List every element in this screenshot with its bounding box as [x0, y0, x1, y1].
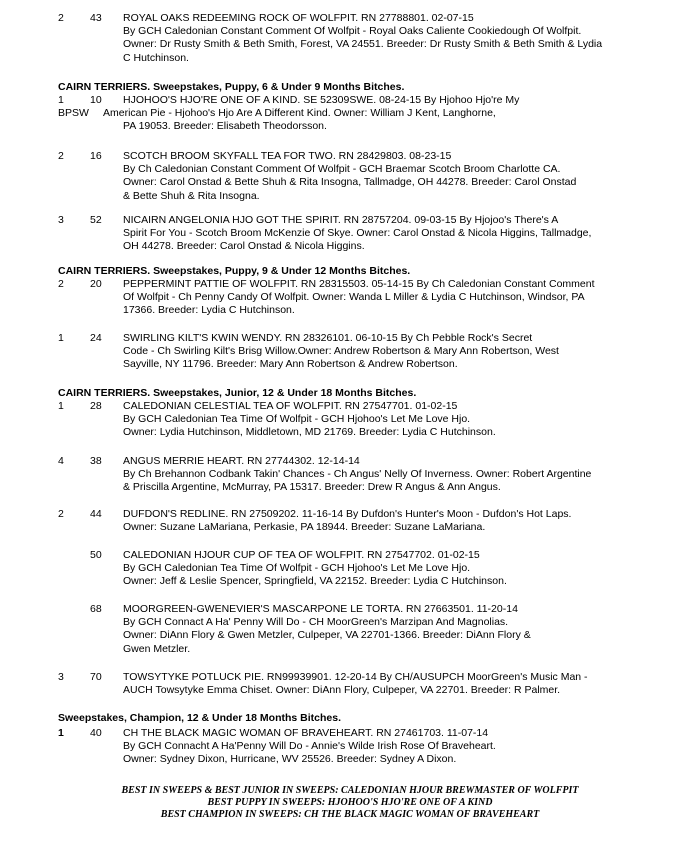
entry-details	[123, 508, 683, 534]
armband-number: 70	[90, 671, 102, 683]
best-puppy-line: BEST PUPPY IN SWEEPS: HJOHOO'S HJO'RE ONE OF A KIND	[207, 797, 493, 808]
placement: 3	[58, 214, 64, 226]
entry-details	[123, 12, 683, 65]
owner-line: & Priscilla Argentine, McMurray, PA 15317. Breeder: Drew R Angus & Ann Angus.	[123, 481, 501, 494]
dog-name-line: ANGUS MERRIE HEART. RN 27744302. 12-14-14	[123, 455, 360, 467]
dog-name-line: HJOHOO'S HJO'RE ONE OF A KIND. SE 52309SWE. 08-24-15 By Hjohoo Hjo're My	[123, 94, 520, 106]
best-champion-line: BEST CHAMPION IN SWEEPS: CH THE BLACK MAGIC WOMAN OF BRAVEHEART	[160, 809, 540, 820]
owner-line: 17366. Breeder: Lydia C Hutchinson.	[123, 304, 295, 317]
armband-number: 50	[90, 549, 102, 561]
pedigree-line: By GCH Caledonian Tea Time Of Wolfpit - GCH Hjohoo's Let Me Love Hjo.	[123, 562, 471, 575]
pedigree-line: By GCH Caledonian Constant Comment Of Wolfpit - Royal Oaks Caliente Cookiedough Of Wolfpit.	[123, 25, 582, 38]
entry-details	[123, 549, 683, 589]
dog-name-line: DUFDON'S REDLINE. RN 27509202. 11-16-14 By Dufdon's Hunter's Moon - Dufdon's Hot Laps.	[123, 508, 572, 520]
pedigree-line: American Pie - Hjohoo's Hjo Are A Different Kind. Owner: William J Kent, Langhorne,	[103, 107, 496, 120]
owner-line: Owner: Suzane LaMariana, Perkasie, PA 18944. Breeder: Suzane LaMariana.	[123, 521, 486, 534]
owner-line: Owner: Sydney Dixon, Hurricane, WV 25526. Breeder: Sydney A Dixon.	[123, 753, 457, 766]
entry-details	[123, 400, 683, 440]
placement: 1	[58, 94, 64, 106]
class-heading: CAIRN TERRIERS. Sweepstakes, Puppy, 9 & Under 12 Months Bitches.	[58, 265, 411, 277]
pedigree-line: By GCH Caledonian Tea Time Of Wolfpit - GCH Hjohoo's Let Me Love Hjo.	[123, 413, 471, 426]
entry-details	[103, 94, 683, 134]
entry-details	[123, 150, 683, 203]
owner-line: Sayville, NY 11796. Breeder: Mary Ann Robertson & Andrew Robertson.	[123, 358, 458, 371]
entry-details	[123, 214, 683, 254]
armband-number: 52	[90, 214, 102, 226]
armband-number: 43	[90, 12, 102, 24]
dog-name-line: TOWSYTYKE POTLUCK PIE. RN99939901. 12-20-14 By CH/AUSUPCH MoorGreen's Music Man -	[123, 671, 588, 683]
entry-details	[123, 671, 683, 697]
armband-number: 10	[90, 94, 102, 106]
pedigree-line: By GCH Connact A Ha' Penny Will Do - CH MoorGreen's Marzipan And Magnolias.	[123, 616, 509, 629]
armband-number: 24	[90, 332, 102, 344]
continuation-line: Gwen Metzler.	[123, 642, 191, 655]
placement: 1	[58, 727, 64, 739]
pedigree-line: Of Wolfpit - Ch Penny Candy Of Wolfpit. Owner: Wanda L Miller & Lydia C Hutchinson, Windsor, PA	[123, 291, 585, 304]
armband-number: 16	[90, 150, 102, 162]
armband-number: 20	[90, 278, 102, 290]
pedigree-line: By Ch Caledonian Constant Comment Of Wolfpit - GCH Braemar Scotch Broom Charlotte CA.	[123, 163, 561, 176]
owner-line: Owner: Lydia Hutchinson, Middletown, MD 21769. Breeder: Lydia C Hutchinson.	[123, 426, 496, 439]
placement: 1	[58, 332, 64, 344]
entry-details	[123, 603, 683, 656]
placement: 2	[58, 12, 64, 24]
award-badge: BPSW	[58, 107, 89, 119]
pedigree-line: AUCH Towsytyke Emma Chiset. Owner: DiAnn Flory, Culpeper, VA 22701. Breeder: R Palmer.	[123, 684, 561, 697]
dog-name-line: CALEDONIAN HJOUR CUP OF TEA OF WOLFPIT. RN 27547702. 01-02-15	[123, 549, 480, 561]
dog-name-line: PEPPERMINT PATTIE OF WOLFPIT. RN 28315503. 05-14-15 By Ch Caledonian Constant Comment	[123, 278, 595, 290]
pedigree-line: By Ch Brehannon Codbank Takin' Chances - Ch Angus' Nelly Of Inverness. Owner: Robert Argentine	[123, 468, 592, 481]
armband-number: 28	[90, 400, 102, 412]
dog-name-line: MOORGREEN-GWENEVIER'S MASCARPONE LE TORTA. RN 27663501. 11-20-14	[123, 603, 518, 615]
entry-details	[123, 332, 683, 372]
armband-number: 40	[90, 727, 102, 739]
class-heading: CAIRN TERRIERS. Sweepstakes, Puppy, 6 & Under 9 Months Bitches.	[58, 81, 405, 93]
placement: 2	[58, 150, 64, 162]
best-in-sweeps-line: BEST IN SWEEPS & BEST JUNIOR IN SWEEPS: CALEDONIAN HJOUR BREWMASTER OF WOLFPIT	[121, 785, 579, 796]
owner-line: Owner: Jeff & Leslie Spencer, Springfield, VA 22152. Breeder: Lydia C Hutchinson.	[123, 575, 507, 588]
pedigree-line: Code - Ch Swirling Kilt's Brisg Willow.Owner: Andrew Robertson & Mary Ann Robertson, West	[123, 345, 559, 358]
armband-number: 68	[90, 603, 102, 615]
owner-line: PA 19053. Breeder: Elisabeth Theodorsson.	[123, 120, 327, 133]
owner-line: Owner: DiAnn Flory & Gwen Metzler, Culpeper, VA 22701-1366. Breeder: DiAnn Flory &	[123, 629, 531, 642]
armband-number: 44	[90, 508, 102, 520]
dog-name-line: NICAIRN ANGELONIA HJO GOT THE SPIRIT. RN 28757204. 09-03-15 By Hjojoo's There's A	[123, 214, 559, 226]
pedigree-line: By GCH Connacht A Ha'Penny Will Do - Annie's Wilde Irish Rose Of Braveheart.	[123, 740, 496, 753]
placement: 1	[58, 400, 64, 412]
continuation-line: & Bette Shuh & Rita Insogna.	[123, 189, 260, 202]
pedigree-line: Spirit For You - Scotch Broom McKenzie Of Skye. Owner: Carol Onstad & Nicola Higgins, Tallmadge,	[123, 227, 592, 240]
owner-line: Owner: Dr Rusty Smith & Beth Smith, Forest, VA 24551. Breeder: Dr Rusty Smith & Beth Smith & Lydia	[123, 38, 603, 51]
placement: 3	[58, 671, 64, 683]
class-heading: Sweepstakes, Champion, 12 & Under 18 Months Bitches.	[58, 712, 341, 724]
entry-details	[123, 455, 683, 495]
continuation-line: C Hutchinson.	[123, 51, 189, 64]
dog-name-line: CH THE BLACK MAGIC WOMAN OF BRAVEHEART. RN 27461703. 11-07-14	[123, 727, 489, 739]
entry-details	[123, 278, 683, 318]
dog-name-line: SCOTCH BROOM SKYFALL TEA FOR TWO. RN 28429803. 08-23-15	[123, 150, 452, 162]
placement: 2	[58, 278, 64, 290]
dog-name-line: SWIRLING KILT'S KWIN WENDY. RN 28326101. 06-10-15 By Ch Pebble Rock's Secret	[123, 332, 533, 344]
owner-line: Owner: Carol Onstad & Bette Shuh & Rita Insogna, Tallmadge, OH 44278. Breeder: Carol Onstad	[123, 176, 577, 189]
entry-details	[123, 727, 683, 767]
class-heading: CAIRN TERRIERS. Sweepstakes, Junior, 12 & Under 18 Months Bitches.	[58, 387, 417, 399]
armband-number: 38	[90, 455, 102, 467]
placement: 2	[58, 508, 64, 520]
dog-name-line: CALEDONIAN CELESTIAL TEA OF WOLFPIT. RN 27547701. 01-02-15	[123, 400, 458, 412]
dog-name-line: ROYAL OAKS REDEEMING ROCK OF WOLFPIT. RN 27788801. 02-07-15	[123, 12, 474, 24]
placement: 4	[58, 455, 64, 467]
owner-line: OH 44278. Breeder: Carol Onstad & Nicola Higgins.	[123, 240, 365, 253]
